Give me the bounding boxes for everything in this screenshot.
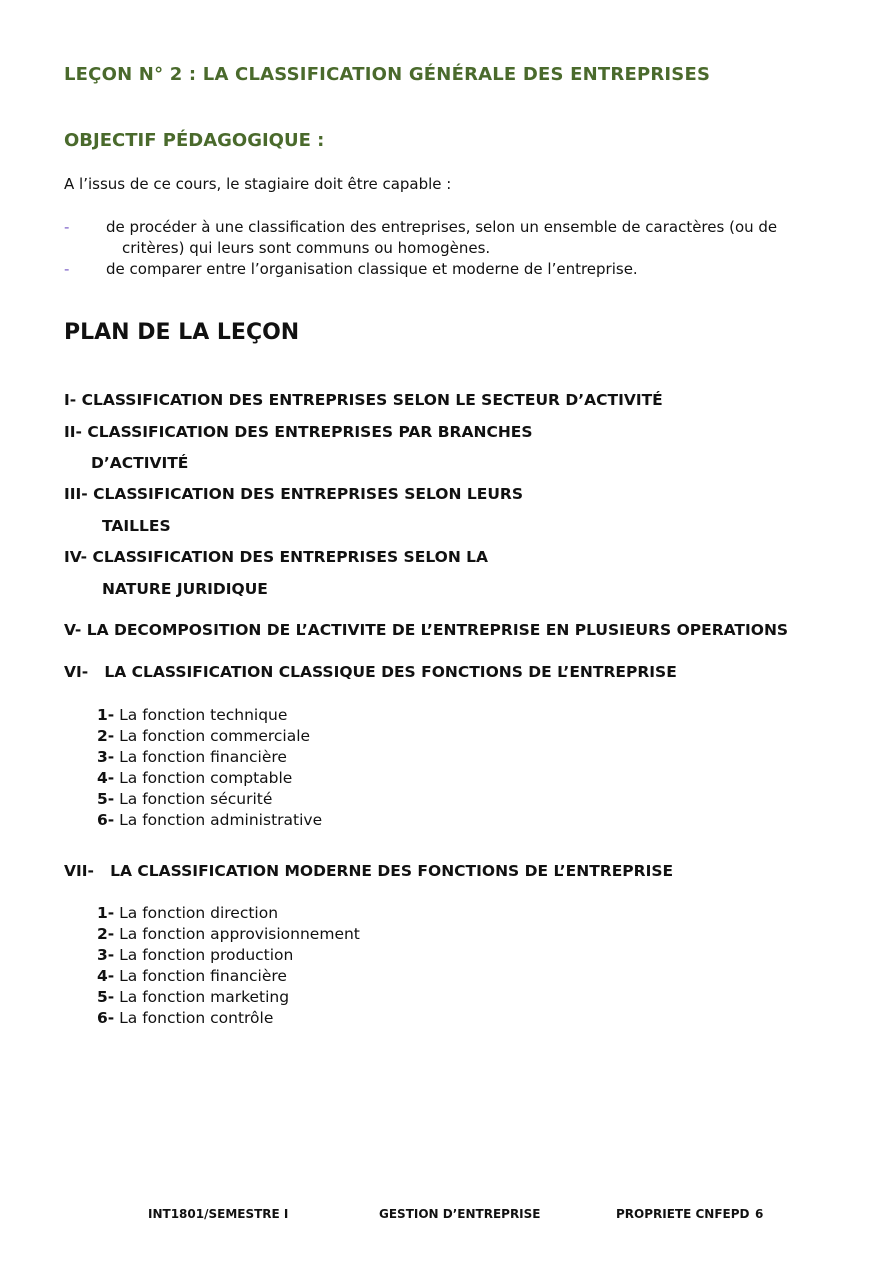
list-item [97, 903, 360, 924]
list-item [97, 747, 322, 768]
item-number: 3- [97, 946, 115, 964]
plan-item-4: IV- CLASSIFICATION DES ENTREPRISES SELON LA [64, 548, 489, 566]
bullet-text: de procéder à une classification des entreprises, selon un ensemble de caractères (ou de [106, 218, 778, 236]
item-label: La fonction financière [119, 748, 287, 766]
list-item [97, 768, 322, 789]
item-label: La fonction marketing [119, 988, 290, 1006]
item-label: La fonction direction [119, 904, 279, 922]
list-item [97, 966, 360, 987]
item-number: 1- [97, 904, 115, 922]
item-number: 5- [97, 988, 115, 1006]
list-item [97, 789, 322, 810]
item-label: La fonction contrôle [119, 1009, 274, 1027]
modern-functions-list [97, 903, 360, 1029]
footer-page-number: 6 [755, 1207, 764, 1221]
plan-item-7: VII- LA CLASSIFICATION MODERNE DES FONCTIONS DE L’ENTREPRISE [64, 862, 674, 880]
classic-functions-list [97, 705, 322, 831]
footer-course: INT1801/SEMESTRE I [148, 1207, 289, 1221]
plan-title: PLAN DE LA LEÇON [64, 320, 300, 345]
list-item [97, 810, 322, 831]
list-item [97, 1008, 360, 1029]
item-label: La fonction commerciale [119, 727, 311, 745]
list-item [97, 726, 322, 747]
plan-item-1: I- CLASSIFICATION DES ENTREPRISES SELON LE SECTEUR D’ACTIVITÉ [64, 391, 663, 409]
item-label: La fonction financière [119, 967, 287, 985]
item-number: 6- [97, 1009, 115, 1027]
list-item [97, 945, 360, 966]
item-number: 3- [97, 748, 115, 766]
item-number: 6- [97, 811, 115, 829]
item-label: La fonction comptable [119, 769, 293, 787]
plan-item-3-continuation: TAILLES [102, 517, 171, 535]
plan-item-6: VI- LA CLASSIFICATION CLASSIQUE DES FONCTIONS DE L’ENTREPRISE [64, 663, 677, 681]
plan-item-4-continuation: NATURE JURIDIQUE [102, 580, 268, 598]
objective-intro: A l’issus de ce cours, le stagiaire doit être capable : [64, 175, 452, 193]
plan-item-5: V- LA DECOMPOSITION DE L’ACTIVITE DE L’ENTREPRISE EN PLUSIEURS OPERATIONS [64, 621, 789, 639]
item-number: 4- [97, 769, 115, 787]
plan-item-3: III- CLASSIFICATION DES ENTREPRISES SELON LEURS [64, 485, 523, 503]
plan-item-2-continuation: D’ACTIVITÉ [91, 454, 189, 472]
item-number: 1- [97, 706, 115, 724]
list-item [97, 987, 360, 1008]
item-number: 2- [97, 727, 115, 745]
list-item [97, 705, 322, 726]
objective-bullet-list [64, 217, 844, 280]
footer-subject: GESTION D’ENTREPRISE [379, 1207, 541, 1221]
objective-bullet [64, 217, 844, 259]
bullet-text: de comparer entre l’organisation classique et moderne de l’entreprise. [106, 260, 638, 278]
lesson-title: LEÇON N° 2 : LA CLASSIFICATION GÉNÉRALE DES ENTREPRISES [64, 64, 711, 85]
bullet-dash: - [64, 260, 70, 278]
item-number: 2- [97, 925, 115, 943]
item-number: 4- [97, 967, 115, 985]
item-label: La fonction approvisionnement [119, 925, 360, 943]
item-label: La fonction sécurité [119, 790, 273, 808]
bullet-text-continuation: critères) qui leurs sont communs ou homogènes. [122, 239, 491, 257]
objective-heading: OBJECTIF PÉDAGOGIQUE : [64, 130, 325, 151]
item-number: 5- [97, 790, 115, 808]
item-label: La fonction technique [119, 706, 288, 724]
objective-bullet [64, 259, 844, 280]
footer-owner: PROPRIETE CNFEPD [616, 1207, 750, 1221]
item-label: La fonction administrative [119, 811, 323, 829]
bullet-dash: - [64, 218, 70, 236]
list-item [97, 924, 360, 945]
plan-item-2: II- CLASSIFICATION DES ENTREPRISES PAR BRANCHES [64, 423, 533, 441]
item-label: La fonction production [119, 946, 294, 964]
